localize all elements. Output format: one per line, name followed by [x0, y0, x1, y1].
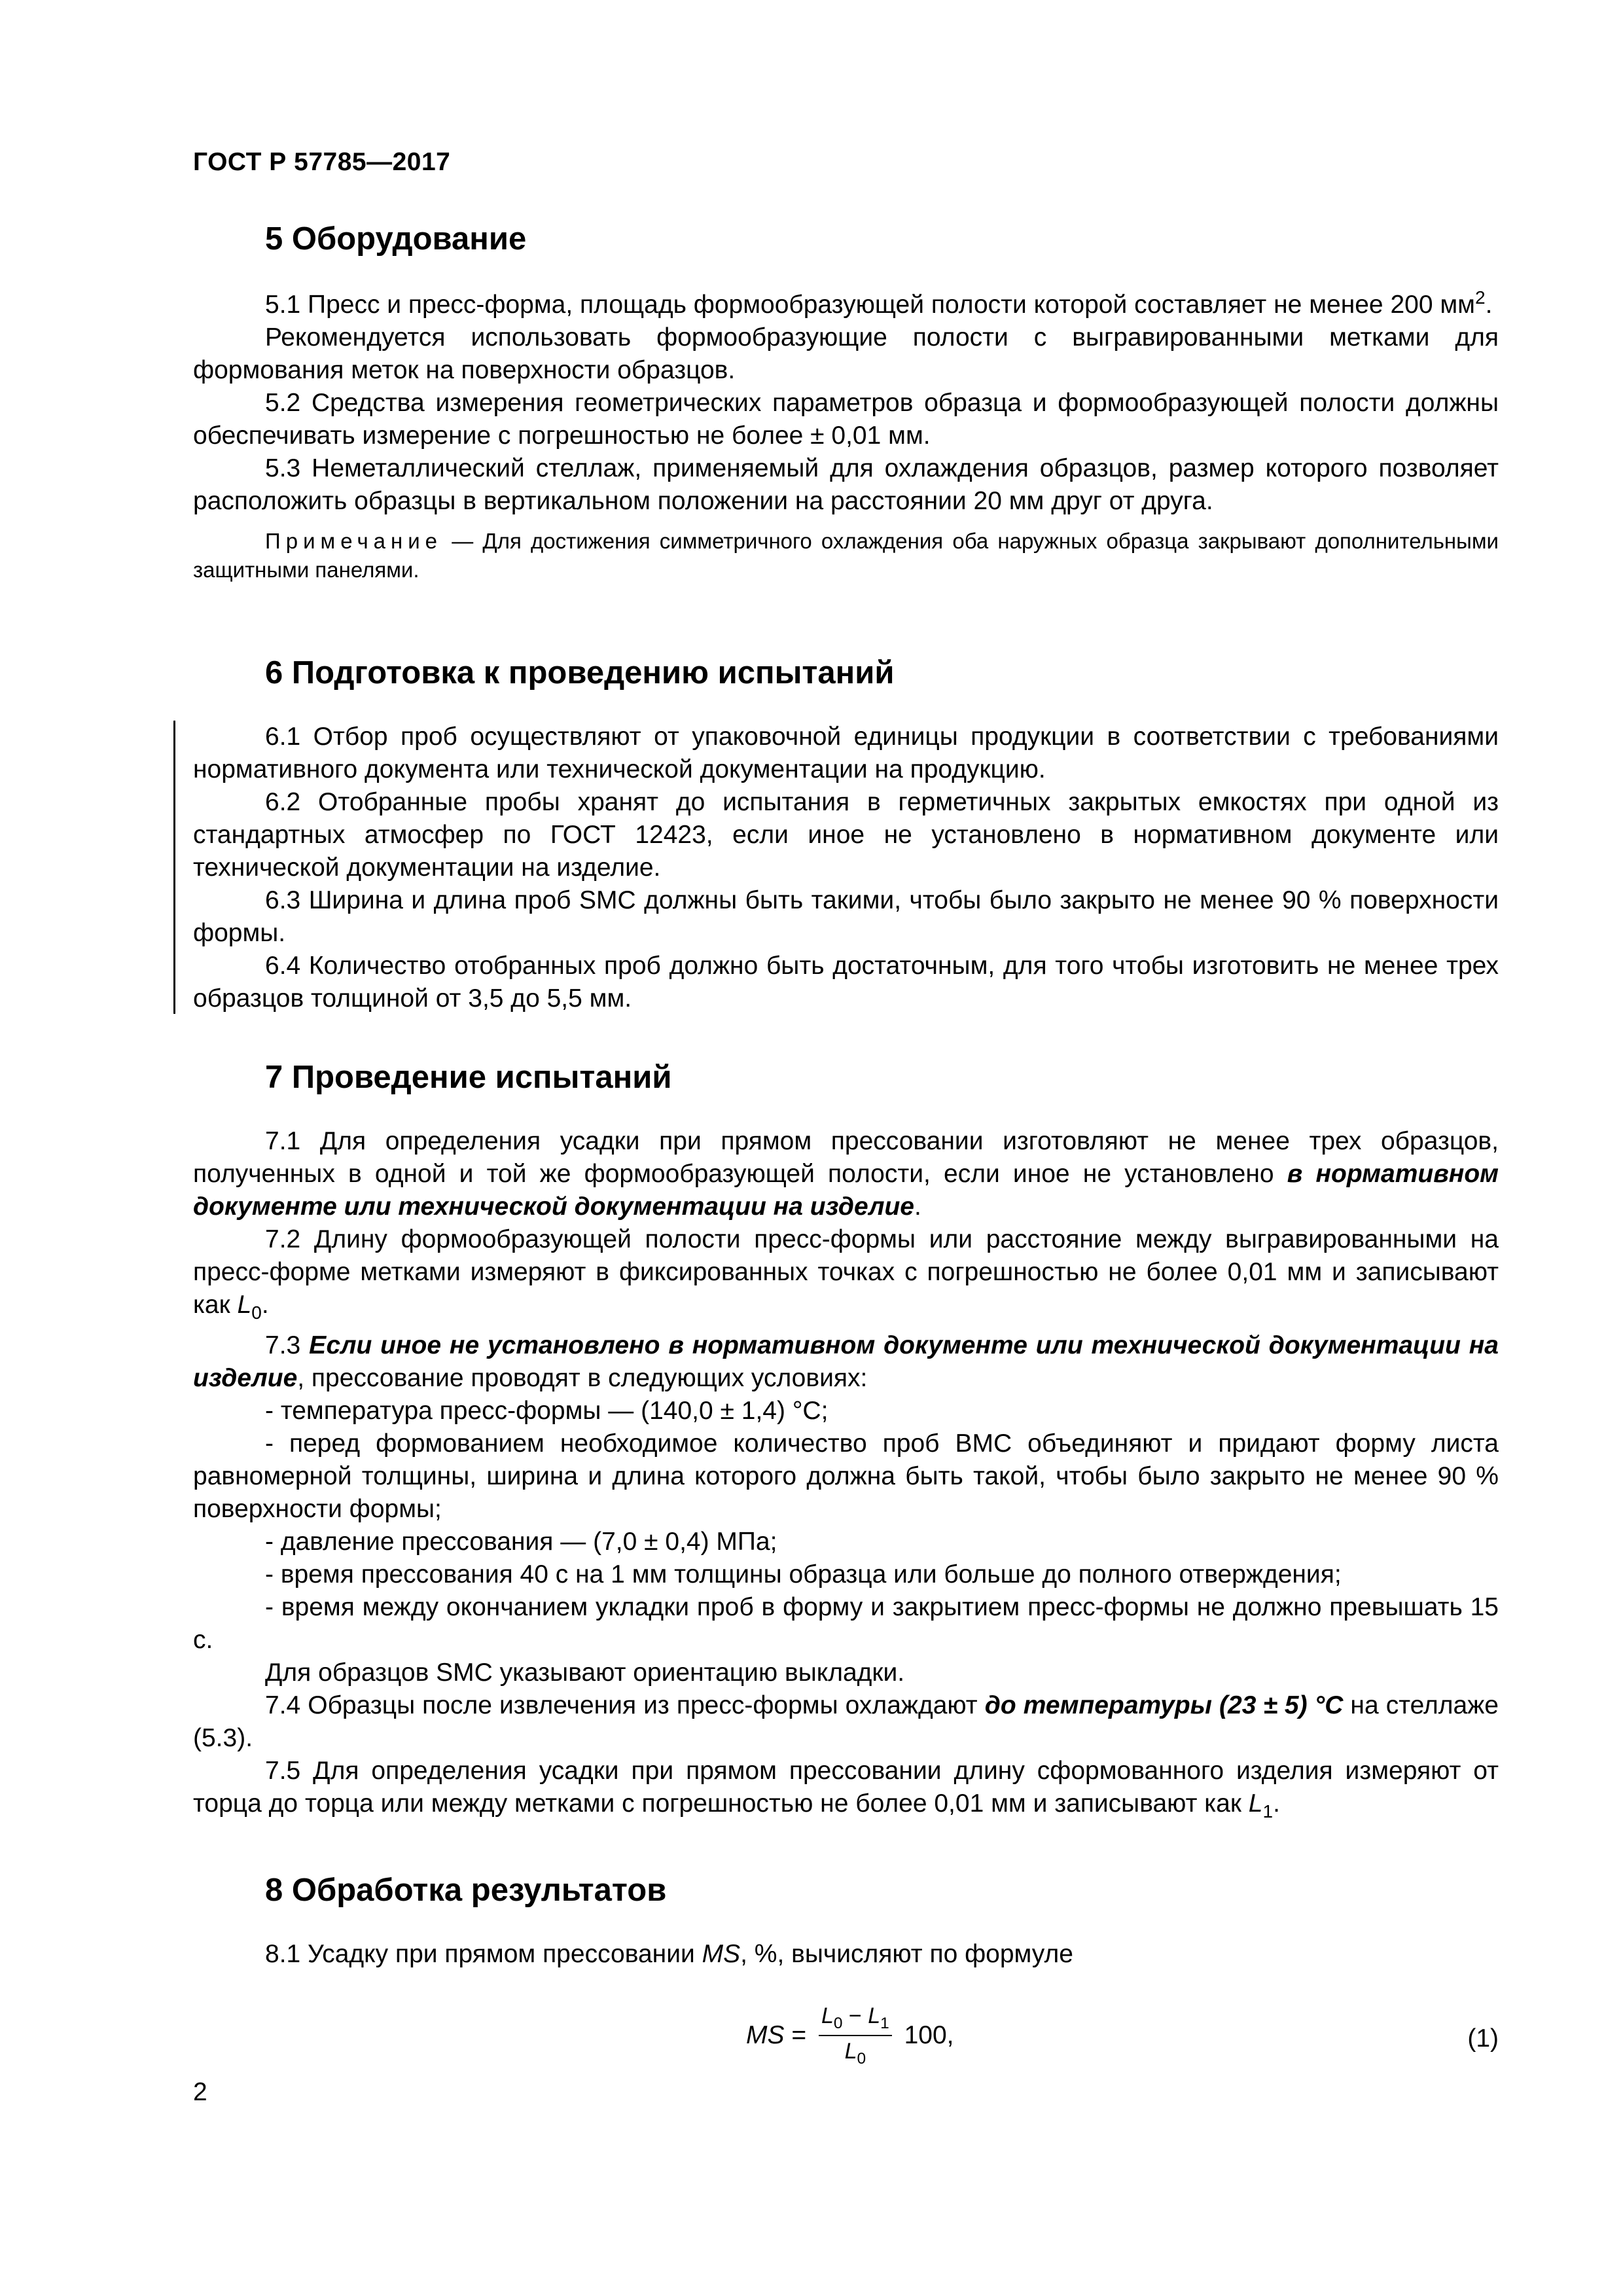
document-body	[193, 216, 1499, 2095]
paragraph-6-2: 6.2 Отобранные пробы хранят до испытания в герметичных закрытых емкостях при одной из стандартных атмосфер по ГОСТ 12423, если иное не установлено в нормативном документе или технической документации на изделие.	[193, 788, 1499, 882]
page-number: 2	[193, 2078, 207, 2106]
list-item-temperature: - температура пресс-формы — (140,0 ± 1,4) °С;	[265, 1396, 829, 1425]
formula-lhs: MS	[746, 2021, 785, 2050]
note-text: — Для достижения симметричного охлаждения оба наружных образца закрывают дополнительными защитными панелями.	[193, 529, 1499, 582]
paragraph-5-2: 5.2 Средства измерения геометрических параметров образца и формообразующей полости должны обеспечивать измерение с погрешностью не более ± 0,01 мм.	[193, 389, 1499, 450]
paragraph-6-4: 6.4 Количество отобранных проб должно быть достаточным, для того чтобы изготовить не менее трех образцов толщиной от 3,5 до 5,5 мм.	[193, 952, 1499, 1013]
paragraph-7-5: 7.5 Для определения усадки при прямом прессовании длину сформованного изделия измеряют от торца до торца или между метками с погрешностью не более 0,01 мм и записывают как $L_1$.	[193, 1756, 1499, 1821]
section-8-title: 8 Обработка результатов	[265, 1872, 667, 1908]
formula-tail: 100,	[897, 2021, 954, 2050]
equation-number: (1)	[1467, 2024, 1499, 2053]
paragraph-5-1-recommendation: Рекомендуется использовать формообразующие полости с выгравированными метками для формования меток на поверхности образцов.	[193, 323, 1499, 384]
list-item-preparation: - перед формованием необходимое количество проб BMC объединяют и придают форму листа равномерной толщины, ширина и длина которого должна быть такой, чтобы было закрыто не менее 90 % поверхности формы;	[193, 1429, 1499, 1523]
paragraph-8-1: 8.1 Усадку при прямом прессовании MS, %, вычисляют по формуле	[265, 1939, 1073, 1968]
section-5-title: 5 Оборудование	[265, 221, 527, 257]
section-7	[193, 1054, 1499, 1828]
paragraph-7-4: 7.4 Образцы после извлечения из пресс-формы охлаждают до температуры (23 ± 5) °С на стеллаже (5.3).	[193, 1691, 1499, 1752]
paragraph-7-1: 7.1 Для определения усадки при прямом прессовании изготовляют не менее трех образцов, полученных в одной и той же формообразующей полости, если иное не установлено в нормативном документе или технической документации на изделие.	[193, 1127, 1499, 1221]
list-item-pressure: - давление прессования — (7,0 ± 0,4) МПа;	[265, 1527, 777, 1556]
section-6	[193, 650, 1499, 1015]
note	[193, 527, 1499, 584]
formula-fraction	[819, 2003, 892, 2069]
section-6-title: 6 Подготовка к проведению испытаний	[265, 655, 895, 691]
formula-equals: =	[784, 2021, 813, 2050]
section-8	[193, 1867, 1499, 2095]
change-bar	[173, 721, 175, 1014]
formula-row	[193, 1997, 1499, 2095]
formula-numerator: $L_0 - L_1$	[819, 2003, 892, 2037]
section-7-title: 7 Проведение испытаний	[265, 1060, 672, 1095]
paragraph-5-1: 5.1 Пресс и пресс-форма, площадь формообразующей полости которой составляет не менее 200 $мм^2$.	[265, 287, 1493, 319]
document-code-header: ГОСТ Р 57785—2017	[193, 148, 451, 176]
section-5	[193, 216, 1499, 584]
paragraph-7-2: 7.2 Длину формообразующей полости пресс-формы или расстояние между выгравированными на пресс-форме метками измеряют в фиксированных точках с погрешностью не более 0,01 мм и записывают как $L_0$.	[193, 1225, 1499, 1323]
list-item-delay-time: - время между окончанием укладки проб в форму и закрытием пресс-формы не должно превышать 15 с.	[193, 1592, 1499, 1654]
list-item-press-time: - время прессования 40 с на 1 мм толщины образца или больше до полного отверждения;	[265, 1560, 1342, 1588]
note-label: Примечание	[265, 529, 443, 553]
paragraph-5-3: 5.3 Неметаллический стеллаж, применяемый для охлаждения образцов, размер которого позволяет расположить образцы в вертикальном положении на расстоянии 20 мм друг от друга.	[193, 454, 1499, 515]
paragraph-7-3-smc-orientation: Для образцов SMC указывают ориентацию выкладки.	[265, 1658, 905, 1687]
shrinkage-formula	[746, 2003, 954, 2069]
paragraph-6-3: 6.3 Ширина и длина проб SMC должны быть такими, чтобы было закрыто не менее 90 % поверхности формы.	[193, 886, 1499, 947]
paragraph-7-3: 7.3 Если иное не установлено в нормативном документе или технической документации на изделие, прессование проводят в следующих условиях:	[193, 1331, 1499, 1392]
formula-denominator: $L_0$	[844, 2039, 866, 2068]
paragraph-6-1: 6.1 Отбор проб осуществляют от упаковочной единицы продукции в соответствии с требованиями нормативного документа или технической документации на продукцию.	[193, 723, 1499, 783]
